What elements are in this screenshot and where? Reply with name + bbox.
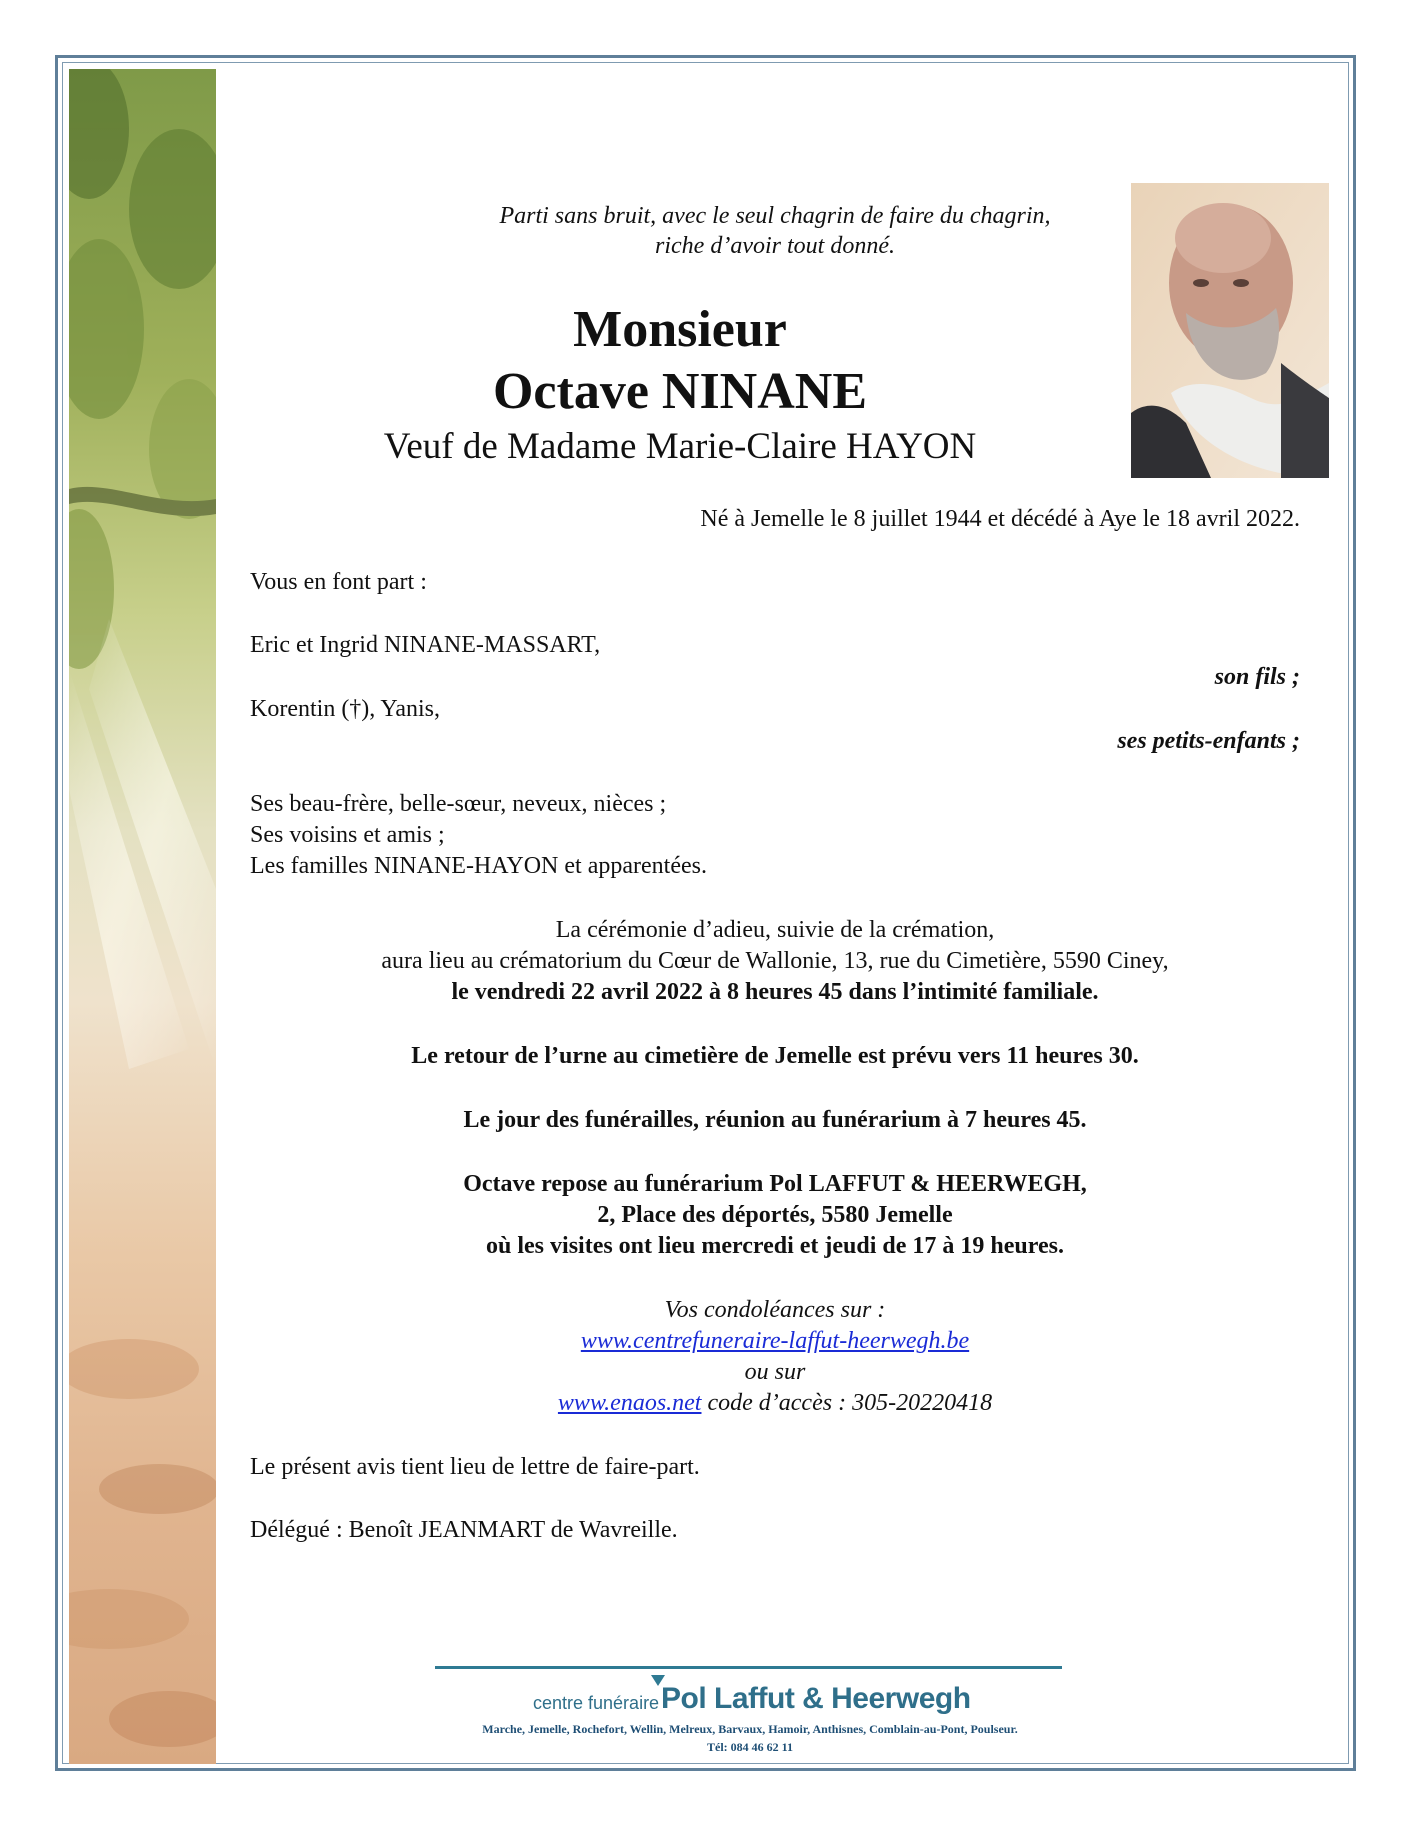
- ceremony-line-2: aura lieu au crématorium du Cœur de Wallonie, 13, rue du Cimetière, 5590 Ciney,: [381, 948, 1169, 974]
- notice-text: Le présent avis tient lieu de lettre de faire-part.: [250, 1454, 700, 1480]
- access-code: code d’accès : 305-20220418: [701, 1390, 993, 1416]
- quote-line-2: riche d’avoir tout donné.: [655, 233, 895, 259]
- logo-towns: Marche, Jemelle, Rochefort, Wellin, Melreux, Barvaux, Hamoir, Anthisnes, Comblain-au-Pont, Poulseur.: [482, 1722, 1018, 1736]
- honorific: Monsieur: [573, 301, 787, 358]
- condolences-or: ou sur: [744, 1359, 806, 1385]
- logo-telephone: Tél: 084 46 62 11: [707, 1740, 793, 1754]
- family-intro: Vous en font part :: [250, 569, 427, 595]
- rest-line-1: Octave repose au funérarium Pol LAFFUT & HEERWEGH,: [463, 1171, 1087, 1197]
- logo-company-name: Pol Laffut & Heerwegh: [661, 1682, 971, 1715]
- other-family-3: Les familles NINANE-HAYON et apparentées.: [250, 853, 707, 879]
- condolences-link-1-wrap: [250, 1328, 1300, 1355]
- grandchildren-names: Korentin (†), Yanis,: [250, 696, 440, 722]
- rest-line-2: 2, Place des déportés, 5580 Jemelle: [597, 1202, 953, 1228]
- quote-line-1: Parti sans bruit, avec le seul chagrin de faire du chagrin,: [499, 203, 1051, 229]
- ceremony-line-1: La cérémonie d’adieu, suivie de la crémation,: [555, 917, 995, 943]
- condolences-link-2[interactable]: www.enaos.net: [557, 1390, 702, 1416]
- logo-rule: [435, 1666, 1062, 1669]
- condolences-link-2-wrap: [250, 1390, 1300, 1417]
- funeral-meeting: Le jour des funérailles, réunion au funérarium à 7 heures 45.: [463, 1107, 1087, 1133]
- son-names: Eric et Ingrid NINANE-MASSART,: [250, 632, 601, 658]
- deceased-name: Octave NINANE: [492, 363, 868, 420]
- grandchildren-relation: ses petits-enfants ;: [1117, 728, 1300, 754]
- son-relation: son fils ;: [1214, 664, 1300, 690]
- delegate-text: Délégué : Benoît JEANMART de Wavreille.: [250, 1517, 678, 1543]
- ceremony-line-3: le vendredi 22 avril 2022 à 8 heures 45 dans l’intimité familiale.: [451, 979, 1099, 1005]
- spouse-line: Veuf de Madame Marie-Claire HAYON: [383, 426, 977, 467]
- other-family-2: Ses voisins et amis ;: [250, 822, 445, 848]
- birth-death-line: Né à Jemelle le 8 juillet 1944 et décédé à Aye le 18 avril 2022.: [700, 506, 1300, 532]
- condolences-intro: Vos condoléances sur :: [664, 1297, 886, 1323]
- condolences-link-1[interactable]: www.centrefuneraire-laffut-heerwegh.be: [580, 1328, 970, 1354]
- rest-line-3: où les visites ont lieu mercredi et jeudi de 17 à 19 heures.: [486, 1233, 1064, 1259]
- logo-small-text: centre funéraire: [533, 1693, 660, 1713]
- other-family-1: Ses beau-frère, belle-sœur, neveux, nièces ;: [250, 791, 667, 817]
- urn-return: Le retour de l’urne au cimetière de Jemelle est prévu vers 11 heures 30.: [411, 1043, 1139, 1069]
